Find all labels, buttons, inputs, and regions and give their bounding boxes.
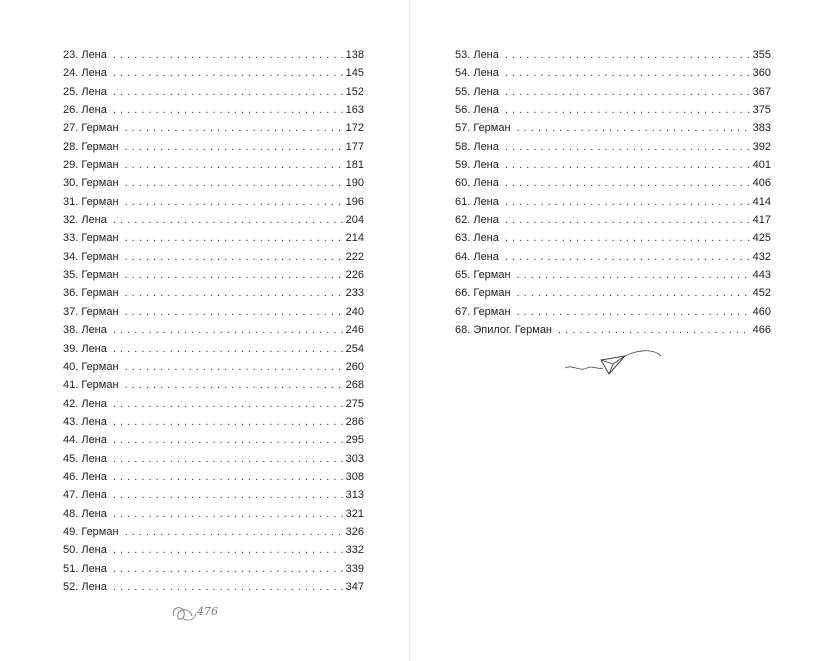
toc-entry-title: 47. Лена [63,489,107,502]
toc-entry [63,138,364,156]
toc-entry-page: 196 [345,195,364,208]
toc-entry-title: 23. Лена [63,49,107,61]
toc-entry-page: 401 [752,159,771,172]
toc-entry [63,486,364,504]
dot-leader [125,376,344,394]
dot-leader [125,174,344,192]
toc-entry-page: 204 [345,214,364,227]
dot-leader [505,229,751,247]
toc-entry-page: 425 [752,232,771,245]
toc-entry-page: 177 [345,140,364,153]
toc-entry-title: 61. Лена [455,195,499,208]
toc-entry [455,193,771,211]
toc-entry-page: 214 [345,232,364,245]
toc-entry-title: 46. Лена [63,470,107,483]
toc-entry-page: 332 [345,544,364,557]
toc-entry-title: 65. Герман [455,269,511,282]
dot-leader [125,156,344,174]
toc-entry-title: 27. Герман [63,122,119,135]
toc-entry [455,64,771,82]
toc-entry-title: 38. Лена [63,324,107,337]
toc-entry [455,211,771,229]
toc-entry-title: 48. Лена [63,507,107,520]
toc-entry-page: 308 [345,470,364,483]
toc-entry [63,560,364,578]
toc-entry-title: 25. Лена [63,85,107,98]
dot-leader [125,523,344,541]
toc-entry [63,211,364,229]
toc-entry [63,64,364,82]
dot-leader [113,431,344,449]
toc-entry-page: 321 [345,507,364,520]
paper-plane-ornament [563,346,663,382]
toc-entry-page: 254 [345,342,364,355]
dot-leader [125,229,344,247]
dot-leader [125,119,344,137]
paper-plane-icon [563,346,663,382]
dot-leader [113,541,344,559]
toc-entry-page: 339 [345,562,364,575]
toc-entry [63,376,364,394]
toc-entry-page: 414 [752,195,771,208]
toc-entry-page: 452 [752,287,771,300]
dot-leader [505,101,751,119]
toc-entry [455,83,771,101]
toc-entry-page: 145 [345,67,364,80]
toc-entry-page: 246 [345,324,364,337]
toc-entry-page: 163 [345,104,364,117]
toc-entry-title: 34. Герман [63,250,119,263]
dot-leader [113,321,344,339]
toc-entry-title: 53. Лена [455,49,499,61]
dot-leader [517,266,751,284]
dot-leader [517,303,751,321]
toc-entry-title: 60. Лена [455,177,499,190]
toc-entry [455,248,771,266]
dot-leader [125,266,344,284]
toc-entry-page: 326 [345,525,364,538]
dot-leader [113,101,344,119]
dot-leader [505,174,751,192]
toc-list-left [63,46,364,596]
toc-entry [63,358,364,376]
toc-entry [63,229,364,247]
toc-list-right [455,46,771,340]
toc-entry-title: 35. Герман [63,269,119,282]
dot-leader [505,138,751,156]
toc-entry-page: 375 [752,104,771,117]
dot-leader [125,248,344,266]
toc-entry [455,174,771,192]
toc-entry-title: 57. Герман [455,122,511,135]
toc-entry-title: 58. Лена [455,140,499,153]
dot-leader [113,83,344,101]
dot-leader [505,83,751,101]
toc-entry [455,138,771,156]
toc-entry-page: 383 [752,122,771,135]
toc-entry-page: 240 [345,305,364,318]
toc-entry-title: 24. Лена [63,67,107,80]
toc-entry [455,303,771,321]
toc-entry [63,340,364,358]
toc-entry [63,303,364,321]
dot-leader [113,211,344,229]
toc-entry [63,450,364,468]
dot-leader [505,248,751,266]
dot-leader [113,560,344,578]
toc-entry-page: 260 [345,360,364,373]
toc-entry [63,266,364,284]
toc-entry-title: 40. Герман [63,360,119,373]
dot-leader [113,395,344,413]
toc-entry [63,156,364,174]
toc-entry [455,119,771,137]
toc-entry-page: 286 [345,415,364,428]
dot-leader [125,284,344,302]
toc-entry-page: 417 [752,214,771,227]
toc-entry-title: 66. Герман [455,287,511,300]
toc-entry-title: 44. Лена [63,434,107,447]
toc-entry-page: 360 [752,67,771,80]
page-folio [168,600,238,626]
toc-entry [63,431,364,449]
toc-entry-page: 355 [752,49,771,61]
toc-entry-page: 466 [752,324,771,337]
toc-entry [63,468,364,486]
dot-leader [517,119,751,137]
toc-entry-title: 31. Герман [63,195,119,208]
toc-entry-page: 392 [752,140,771,153]
dot-leader [113,64,344,82]
toc-entry-page: 313 [345,489,364,502]
toc-entry [63,83,364,101]
toc-entry-page: 275 [345,397,364,410]
toc-entry-title: 39. Лена [63,342,107,355]
toc-entry [63,395,364,413]
toc-entry-title: 26. Лена [63,104,107,117]
toc-entry-title: 54. Лена [455,67,499,80]
toc-entry-title: 43. Лена [63,415,107,428]
toc-entry [63,248,364,266]
toc-entry-page: 226 [345,269,364,282]
toc-entry [63,505,364,523]
toc-entry-page: 233 [345,287,364,300]
toc-entry-page: 347 [345,580,364,593]
toc-entry-page: 406 [752,177,771,190]
toc-entry-title: 68. Эпилог. Герман [455,324,553,337]
toc-entry-title: 55. Лена [455,85,499,98]
dot-leader [517,284,751,302]
toc-entry-title: 49. Герман [63,525,119,538]
toc-entry-title: 29. Герман [63,159,119,172]
dot-leader [113,486,344,504]
toc-entry [455,321,771,339]
toc-entry-page: 367 [752,85,771,98]
toc-entry-title: 28. Герман [63,140,119,153]
toc-entry-title: 52. Лена [63,580,107,593]
toc-entry-page: 222 [345,250,364,263]
dot-leader [125,193,344,211]
dot-leader [113,413,344,431]
toc-entry-title: 64. Лена [455,250,499,263]
dot-leader [505,193,751,211]
toc-entry-page: 181 [345,159,364,172]
toc-entry-title: 37. Герман [63,305,119,318]
toc-entry-title: 41. Герман [63,379,119,392]
toc-entry-page: 152 [345,85,364,98]
toc-entry [455,266,771,284]
toc-entry-title: 67. Герман [455,305,511,318]
toc-entry-title: 30. Герман [63,177,119,190]
dot-leader [113,505,344,523]
toc-entry-title: 45. Лена [63,452,107,465]
toc-entry [455,101,771,119]
dot-leader [125,358,344,376]
toc-entry [455,284,771,302]
dot-leader [505,156,751,174]
toc-entry-page: 268 [345,379,364,392]
dot-leader [113,578,344,596]
toc-entry [63,101,364,119]
dot-leader [505,46,751,64]
toc-entry-title: 33. Герман [63,232,119,245]
toc-entry-title: 36. Герман [63,287,119,300]
toc-entry-title: 62. Лена [455,214,499,227]
dot-leader [125,138,344,156]
toc-entry [63,119,364,137]
dot-leader [113,340,344,358]
toc-entry [63,284,364,302]
dot-leader [125,303,344,321]
toc-entry-page: 443 [752,269,771,282]
toc-entry-page: 295 [345,434,364,447]
toc-entry-page: 432 [752,250,771,263]
toc-entry [455,46,771,64]
toc-entry-page: 172 [345,122,364,135]
toc-entry [63,541,364,559]
toc-entry [455,229,771,247]
toc-entry-title: 56. Лена [455,104,499,117]
dot-leader [113,450,344,468]
toc-entry [63,578,364,596]
toc-entry [63,46,364,64]
toc-entry [63,413,364,431]
dot-leader [505,211,751,229]
toc-entry-title: 63. Лена [455,232,499,245]
dot-leader [113,46,344,64]
toc-entry-title: 32. Лена [63,214,107,227]
toc-entry-title: 50. Лена [63,544,107,557]
toc-entry-page: 303 [345,452,364,465]
toc-entry-title: 59. Лена [455,159,499,172]
toc-entry [63,321,364,339]
toc-entry [63,523,364,541]
dot-leader [558,321,751,339]
toc-entry [63,193,364,211]
toc-entry-page: 460 [752,305,771,318]
toc-entry [63,174,364,192]
toc-entry-page: 190 [345,177,364,190]
toc-entry [455,156,771,174]
right-page [410,0,820,661]
toc-entry-title: 51. Лена [63,562,107,575]
dot-leader [113,468,344,486]
toc-entry-page: 138 [345,49,364,61]
toc-entry-title: 42. Лена [63,397,107,410]
page-number: 476 [197,605,218,618]
dot-leader [505,64,751,82]
